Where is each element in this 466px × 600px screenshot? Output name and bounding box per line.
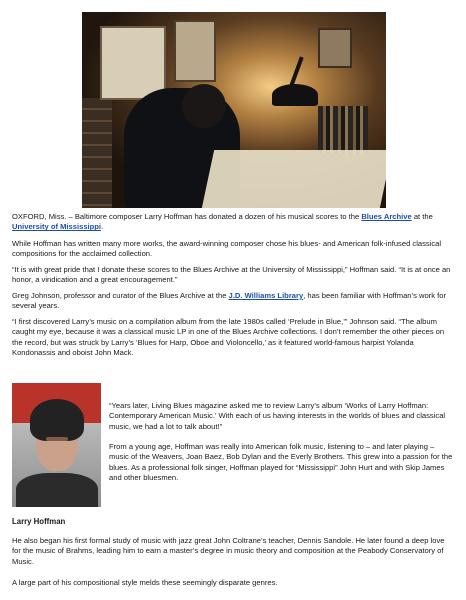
text: . (101, 222, 104, 232)
portrait-caption: Larry Hoffman (12, 517, 66, 526)
portrait-shirt (16, 473, 98, 507)
desk-lamp (272, 84, 318, 106)
wall-frame-small (318, 28, 352, 68)
paragraph-7: From a young age, Hoffman was really into American folk music, listening to – and later playing –music of the Weavers, Joan Baez, Bob Dylan and the Everly Brothers. This grew into a passion for the blues. As a professional folk singer, Hoffman played for “Mississippi” John Hurt and with Skip James and other bluesmen. (109, 442, 453, 483)
paragraph-8: He also began his first formal study of music with jazz great John Coltrane’s teacher, Dennis Sandole. He later found a deep love for the music of Brahms, leading him to earn a master’s degree in music theory and composition at the Peabody Conservatory of Music. (12, 536, 445, 566)
portrait-hair (30, 399, 84, 441)
link-jd-williams-library[interactable]: J.D. Williams Library (228, 291, 304, 300)
paragraph-2: While Hoffman has written many more works, the award-winning composer chose his blues- and American folk-infused classical compositions for the acclaimed collection. (12, 239, 442, 259)
link-blues-archive[interactable]: Blues Archive (361, 212, 412, 221)
paragraph-6: “Years later, Living Blues magazine asked me to review Larry’s album ‘Works of Larry Hoffman: Contemporary American Music.’ With each of us having interests in the worlds of blues and classical music, we had a lot to talk about!” (109, 401, 446, 431)
portrait-glasses (46, 437, 68, 441)
composer-head (182, 84, 226, 128)
paragraph-4 (12, 291, 452, 312)
text: at the (411, 212, 433, 221)
paragraph-dateline (12, 212, 452, 233)
hero-photo-composer-at-desk (82, 12, 386, 208)
paragraph-3: “It is with great pride that I donate these scores to the Blues Archive at the University of Mississippi,” Hoffman said. “It is at once an honor, a vindication and a great encouragement.” (12, 265, 451, 285)
paragraph-5: “I first discovered Larry’s music on a compilation album from the late 1980s called ‘Prelude in Blue,’” Johnson said. “The album caught my eye, because it was a classical music LP in one of the Blues Archive collections. I don’t remember the other pieces on the record, but was struck by Larry’s ‘Blues for Harp, Oboe and Violoncello,’ as it featured world-famous harpist Yolanda Kondonassis and oboist John Mack. (12, 317, 445, 358)
text: , has been familiar with Hoffman’s work for several years. (12, 291, 446, 311)
bookshelf (82, 98, 112, 208)
paragraph-9: A large part of his compositional style melds these seemingly disparate genres. (12, 578, 278, 587)
link-university-of-mississippi[interactable]: University of Mississippi (12, 222, 102, 232)
wall-frame (174, 20, 216, 82)
desk-papers (202, 150, 386, 208)
text: OXFORD, Miss. – Baltimore composer Larry Hoffman has donated a dozen of his musical scores to the (12, 212, 362, 221)
text: Greg Johnson, professor and curator of the Blues Archive at the (12, 291, 229, 300)
wall-poster (100, 26, 166, 100)
larry-hoffman-portrait (12, 383, 101, 507)
book-stack (318, 106, 368, 154)
